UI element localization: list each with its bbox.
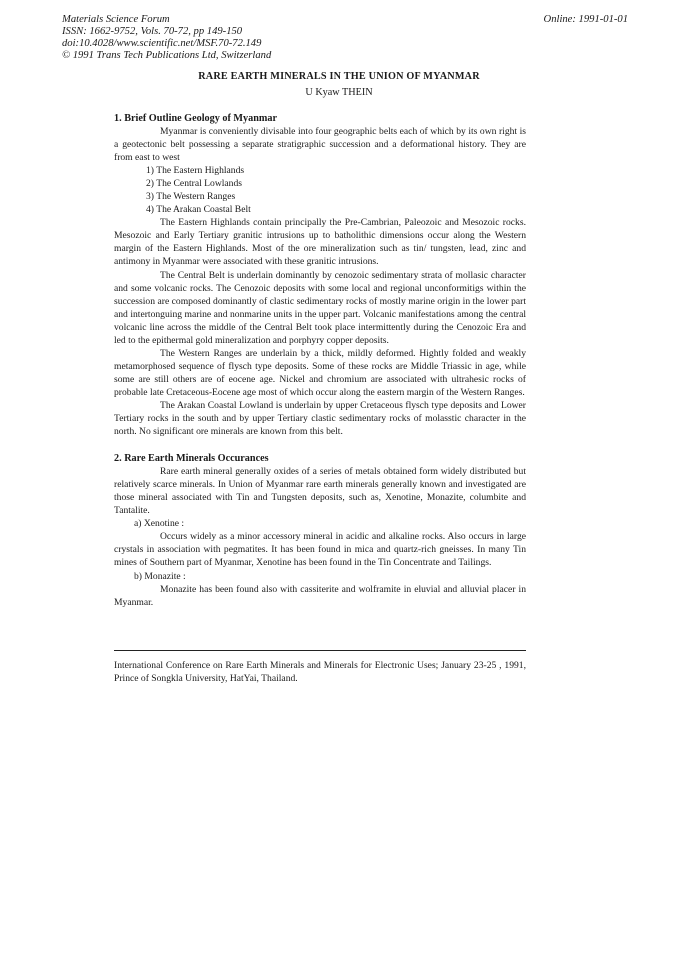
xenotine-label: a) Xenotine : (134, 518, 185, 530)
section-2-heading: 2. Rare Earth Minerals Occurances (114, 453, 269, 465)
arakan-coastal-paragraph: The Arakan Coastal Lowland is underlain by upper Cretaceous flysch type deposits and Lower Tertiary rocks in the south and by upper Tertiary clastic sedimentary rocks of molasstic character in the north. No significant ore minerals are known from this belt. (114, 399, 526, 438)
central-belt-paragraph: The Central Belt is underlain dominantly by cenozoic sedimentary strata of mollasic character and some volcanic rocks. The Cenozoic deposits with some local and regional unconformitigs within the succession are composed dominantly of clastic sedimentary rocks of mostly marine origin in the lower part and intertonguing marine and nonmarine units in the upper part. Volcanic manifestations among the central volcanic line across the middle of the Central Belt took place intermittently during the Cenozoic Era and led to the epithermal gold mineralization and porphyry copper deposits. (114, 269, 526, 346)
belt-list-item: 2) The Central Lowlands (146, 178, 243, 190)
paper-title: RARE EARTH MINERALS IN THE UNION OF MYANMAR (198, 71, 480, 82)
issn-line: ISSN: 1662-9752, Vols. 70-72, pp 149-150 (62, 26, 243, 37)
journal-header (62, 14, 422, 62)
online-date: Online: 1991-01-01 (543, 14, 628, 25)
belt-list-item: 1) The Eastern Highlands (146, 165, 245, 177)
copyright-line: © 1991 Trans Tech Publications Ltd, Switzerland (62, 50, 272, 61)
journal-name: Materials Science Forum (62, 14, 170, 25)
doi-line: doi:10.4028/www.scientific.net/MSF.70-72.149 (62, 38, 262, 49)
xenotine-paragraph: Occurs widely as a minor accessory mineral in acidic and alkaline rocks. Also occurs in large crystals in association with pegmatites. It has been found in mica and quartz-rich gneisses. In many Tin mines of Southern part of Myanmar, Xenotine has been found in the Tin Concentrate and Tailings. (114, 531, 526, 569)
conference-footnote: International Conference on Rare Earth Minerals and Minerals for Electronic Uses; January 23-25 , 1991, Prince of Songkla University, HatYai, Thailand. (114, 660, 526, 684)
monazite-paragraph: Monazite has been found also with cassiterite and wolframite in eluvial and alluvial placer in Myanmar. (114, 583, 526, 608)
eastern-highlands-paragraph: The Eastern Highlands contain principally the Pre-Cambrian, Paleozoic and Mesozoic rocks. Mesozoic and Early Tertiary granitic intrusions up to batholithic dimensions occur along the Western margin of the Eastern Highlands. Most of the ore mineralization such as tin/ tungsten, lead, zinc and antimony in Myanmar were associated with these granitic intrusions. (114, 217, 526, 268)
belt-list-item: 3) The Western Ranges (146, 191, 236, 203)
monazite-label: b) Monazite : (134, 570, 186, 582)
paper-author: U Kyaw THEIN (305, 87, 373, 98)
paper-body (114, 112, 526, 609)
section-1-heading: 1. Brief Outline Geology of Myanmar (114, 113, 277, 124)
section-2-intro: Rare earth mineral generally oxides of a series of metals obtained form widely distributed but relatively scarce minerals. In Union of Myanmar rare earth minerals generally known and investigated are those mineral associated with Tin and Tungsten deposits, such as, Xenotine, Monazite, columbite and Tantalite. (114, 466, 526, 517)
belt-list-item: 4) The Arakan Coastal Belt (146, 204, 251, 216)
section-1-intro: Myanmar is conveniently divisable into four geographic belts each of which by its own right is a geotectonic belt possessing a separate stratigraphic succession and a deformational history. They are from east to west (114, 126, 526, 164)
footnote-divider (114, 650, 526, 651)
western-ranges-paragraph: The Western Ranges are underlain by a thick, mildly deformed. Hightly folded and weakly metamorphosed sequence of flysch type deposits. Some of these rocks are Middle Triassic in age, while some are still others are of eocene age. Nickel and chromium are associated with ultrahesic rocks of probable late Cretaceous-Eocene age most of which occur along the eastern margin of the Western Ranges. (114, 347, 526, 398)
